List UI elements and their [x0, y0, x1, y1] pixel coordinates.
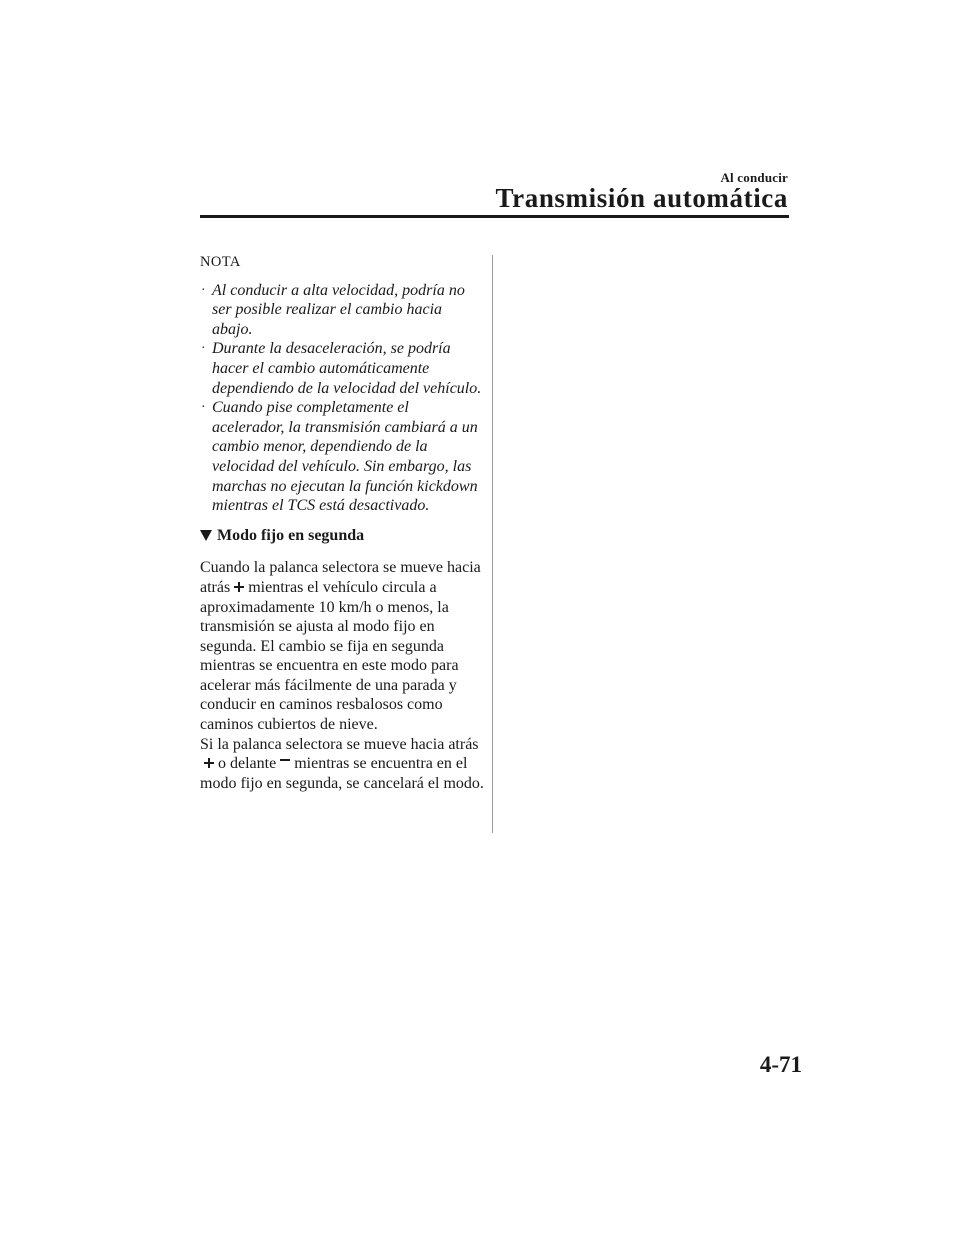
column-divider	[492, 255, 493, 833]
page-number: 4-71	[759, 1052, 802, 1077]
section-heading	[200, 526, 485, 546]
note-item-text: Durante la desaceleración, se podría hacer el cambio automáticamente dependiendo de la velocidad del vehículo.	[212, 340, 482, 397]
plus-icon	[234, 582, 244, 592]
note-item-text: Cuando pise completamente el acelerador, la transmisión cambiará a un cambio menor, dependiendo de la velocidad del vehículo. Sin embargo, las marchas no ejecutan la función kickdown mientras el TCS está desactivado.	[212, 399, 478, 515]
bullet-icon: ·	[201, 282, 206, 298]
note-label: NOTA	[200, 254, 241, 270]
chapter-title: Transmisión automática	[495, 183, 788, 213]
bullet-icon: ·	[201, 341, 206, 357]
note-list	[200, 281, 485, 516]
paragraph-text: Si la palanca selectora se mueve hacia atrás	[200, 735, 479, 753]
body-paragraph	[200, 735, 485, 794]
note-item-text: Al conducir a alta velocidad, podría no ser posible realizar el cambio hacia abajo.	[212, 281, 465, 338]
paragraph-text: mientras se encuentra en el modo fijo en segunda, se cancelará el modo.	[200, 755, 484, 792]
note-item	[200, 339, 485, 398]
paragraph-text: o delante	[218, 755, 277, 773]
section-heading-text: Modo fijo en segunda	[217, 526, 365, 544]
minus-icon	[280, 758, 290, 768]
triangle-down-icon	[200, 530, 212, 541]
bullet-icon: ·	[201, 400, 206, 416]
body-paragraph	[200, 558, 485, 734]
paragraph-text: Cuando la palanca selectora se mueve hacia atrás	[200, 559, 481, 596]
header-rule	[200, 215, 789, 218]
note-item	[200, 398, 485, 516]
section-label: Al conducir	[720, 170, 788, 185]
note-item	[200, 281, 485, 340]
plus-icon	[204, 758, 214, 768]
left-column	[200, 253, 485, 793]
paragraph-text: mientras el vehículo circula a aproximadamente 10 km/h o menos, la transmisión se ajusta al modo fijo en segunda. El cambio se fija en segunda mientras se encuentra en este modo para acelerar más fácilmente de una parada y conducir en caminos resbalosos como caminos cubiertos de nieve.	[200, 578, 459, 734]
